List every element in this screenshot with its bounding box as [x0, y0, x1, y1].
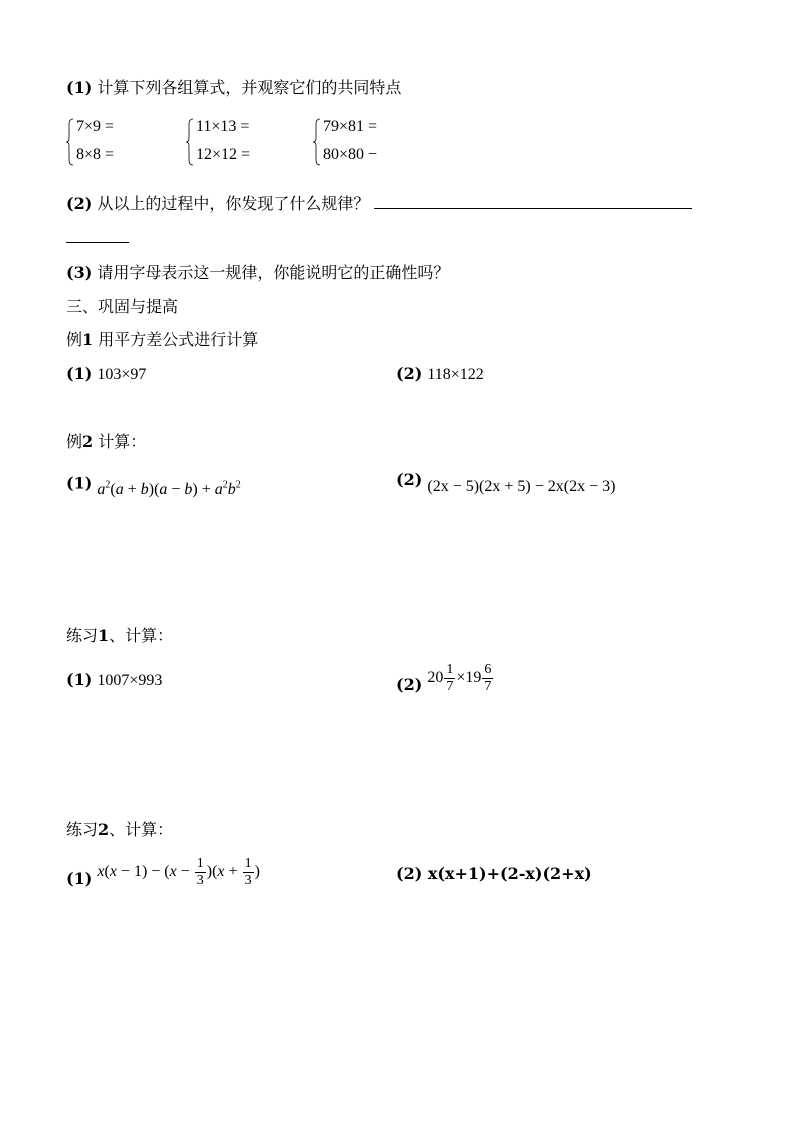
example2-q2-label: (2) [396, 470, 423, 489]
fraction-2 [482, 662, 493, 695]
example1-q1 [66, 364, 146, 385]
group-3 [313, 118, 433, 172]
example2-num: 2 [82, 432, 94, 451]
part2-line [66, 194, 692, 214]
mixed-whole-1: 20 [427, 669, 444, 687]
practice2-title [66, 820, 173, 840]
practice2-q1-expr: x(x − 1) − (x − $\frac{1}{3}$ )(x + $\frac{1}{3}$ ) [97, 856, 260, 888]
answer-blank[interactable] [374, 194, 692, 209]
practice1-text: 、计算： [109, 626, 174, 645]
fraction-1-den: 7 [446, 679, 454, 694]
group-2-row-2: 12×12 = [196, 146, 251, 163]
example1-q1-label: (1) [66, 364, 93, 383]
example2-text: 计算： [98, 432, 147, 451]
example2-q2 [396, 470, 616, 495]
group-1-row-2: 8×8 = [76, 146, 115, 163]
example2-q1-label: (1) [66, 473, 93, 493]
example1-prefix: 例 [66, 330, 83, 349]
section-heading: 三、巩固与提高 [66, 297, 179, 316]
brace-icon [66, 118, 74, 166]
practice2-text: 、计算： [109, 820, 174, 839]
part3-label: (3) [66, 263, 93, 282]
example1-num: 1 [82, 330, 94, 349]
practice2-q2 [396, 864, 592, 884]
example1-q2-expr: 118×122 [427, 366, 484, 383]
practice2-q1 [66, 856, 260, 889]
example1-q1-expr: 103×97 [97, 366, 147, 383]
practice2-prefix: 练习 [66, 820, 99, 839]
group-3-row-2: 80×80 − [323, 146, 378, 163]
fraction-2-den: 7 [484, 679, 492, 694]
practice1-q2 [396, 662, 494, 695]
answer-blank-cont[interactable] [66, 228, 129, 243]
practice1-q1 [66, 670, 162, 691]
part2-text: 从以上的过程中，你发现了什么规律？ [97, 194, 370, 213]
mixed-whole-2: 19 [465, 669, 482, 687]
group-1 [66, 118, 186, 172]
example1-q2 [396, 364, 484, 385]
fraction-1-num: 1 [446, 662, 454, 677]
practice1-q2-label: (2) [396, 675, 423, 695]
times-sign: × [456, 669, 466, 687]
example1-title [66, 330, 258, 350]
practice2-q2-expr: x(x+1)+(2-x)(2+x) [427, 864, 592, 883]
group-2 [186, 118, 306, 172]
part1-text: 计算下列各组算式，并观察它们的共同特点 [97, 78, 402, 97]
fraction-1 [444, 662, 455, 695]
part3-line [66, 263, 449, 283]
example2-q2-expr: (2x − 5)(2x + 5) − 2x(2x − 3) [427, 478, 616, 495]
practice1-q1-label: (1) [66, 670, 93, 689]
example2-prefix: 例 [66, 432, 83, 451]
practice1-q2-expr [427, 662, 494, 694]
part2-label: (2) [66, 194, 93, 213]
practice2-q2-label: (2) [396, 864, 423, 883]
example1-q2-label: (2) [396, 364, 423, 383]
example2-q1 [66, 470, 241, 499]
practice2-q1-label: (1) [66, 869, 93, 889]
part3-text: 请用字母表示这一规律，你能说明它的正确性吗？ [97, 263, 450, 282]
group-3-row-1: 79×81 = [323, 118, 378, 135]
part1-line [66, 78, 401, 98]
brace-icon [313, 118, 321, 166]
fraction-2-num: 6 [484, 662, 492, 677]
part2-line-cont [66, 228, 129, 248]
part1-label: (1) [66, 78, 93, 97]
example2-title [66, 432, 146, 452]
practice1-q1-expr: 1007×993 [97, 672, 163, 689]
brace-icon [186, 118, 194, 166]
practice2-num: 2 [98, 820, 110, 839]
practice1-prefix: 练习 [66, 626, 99, 645]
group-1-row-1: 7×9 = [76, 118, 115, 135]
practice1-title [66, 626, 173, 646]
example2-q1-expr: $a^2(a + b)(a - b) + a^2b^2$ [97, 480, 241, 499]
practice1-num: 1 [98, 626, 110, 645]
group-2-row-1: 11×13 = [196, 118, 250, 135]
example1-text: 用平方差公式进行计算 [98, 330, 259, 349]
